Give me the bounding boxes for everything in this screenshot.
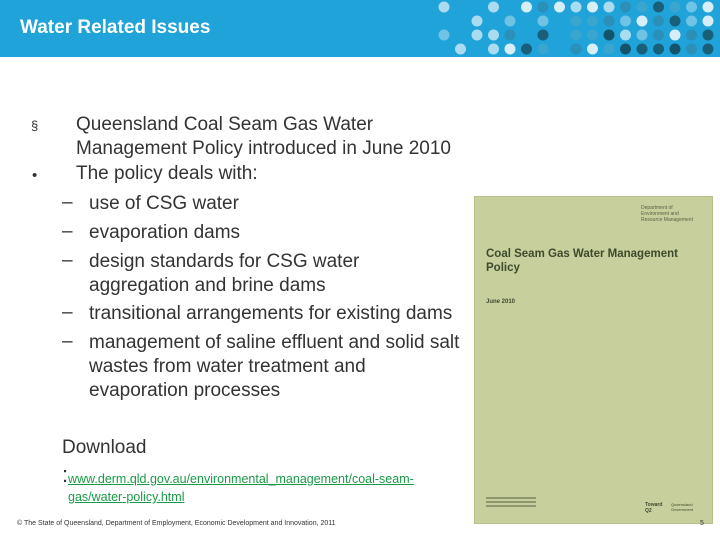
- bullet-text: Management Policy introduced in June 2010: [76, 138, 451, 159]
- sub-bullet-text: design standards for CSG water: [89, 251, 360, 272]
- cover-title: Coal Seam Gas Water Management Policy: [486, 248, 678, 274]
- page-title: Water Related Issues: [20, 17, 211, 38]
- sub-bullet-text: evaporation dams: [89, 222, 241, 243]
- sub-bullet-marker: –: [62, 302, 73, 323]
- decorative-dot: [703, 44, 714, 55]
- decorative-dot: [670, 2, 681, 13]
- decorative-dot: [686, 16, 697, 27]
- decorative-dot: [439, 2, 450, 13]
- decorative-dot: [620, 44, 631, 55]
- sub-bullet-marker: –: [62, 331, 73, 352]
- decorative-dot: [637, 30, 648, 41]
- decorative-dot: [670, 16, 681, 27]
- sub-bullet-text: management of saline effluent and solid salt: [89, 332, 460, 353]
- bullet-text: The policy deals with:: [76, 163, 258, 184]
- decorative-dot: [455, 44, 466, 55]
- download-colon: :: [62, 462, 69, 487]
- sub-bullet-text: use of CSG water: [89, 193, 239, 214]
- decorative-dot: [686, 2, 697, 13]
- decorative-dot: [637, 2, 648, 13]
- decorative-dot: [571, 2, 582, 13]
- sub-bullet-marker: –: [62, 192, 73, 213]
- sub-bullet-text: evaporation processes: [89, 380, 281, 401]
- queensland-government-logo: Queensland Government: [671, 502, 694, 512]
- decorative-dot: [620, 2, 631, 13]
- decorative-dot: [637, 16, 648, 27]
- decorative-dot: [538, 44, 549, 55]
- decorative-dot: [571, 44, 582, 55]
- sub-bullet-text: aggregation and brine dams: [89, 275, 326, 296]
- bullet-marker: •: [32, 167, 38, 184]
- decorative-dot: [604, 44, 615, 55]
- decorative-dot: [703, 2, 714, 13]
- decorative-dot: [587, 2, 598, 13]
- sub-bullet-marker: –: [62, 221, 73, 242]
- decorative-dot: [604, 16, 615, 27]
- download-label: Download: [62, 437, 147, 458]
- decorative-dot: [670, 44, 681, 55]
- decorative-dot: [604, 30, 615, 41]
- bullet-marker: §: [31, 118, 39, 133]
- decorative-dot: [505, 16, 516, 27]
- sub-bullet-marker: –: [62, 250, 73, 271]
- decorative-dot: [703, 30, 714, 41]
- bullet-text: Queensland Coal Seam Gas Water: [76, 114, 374, 135]
- toward-q2-logo: Toward Q2: [645, 502, 663, 514]
- decorative-dot: [653, 2, 664, 13]
- decorative-dot: [620, 16, 631, 27]
- decorative-dot: [686, 30, 697, 41]
- decorative-dot: [488, 44, 499, 55]
- decorative-dot: [505, 30, 516, 41]
- decorative-dot: [604, 2, 615, 13]
- page-number: 5: [700, 520, 704, 527]
- decorative-dot: [686, 44, 697, 55]
- title-bar: [0, 0, 720, 57]
- cover-date: June 2010: [486, 299, 516, 305]
- decorative-dot: [488, 30, 499, 41]
- sub-bullet-text: transitional arrangements for existing dams: [89, 303, 453, 324]
- decorative-dot: [571, 30, 582, 41]
- decorative-dot: [488, 2, 499, 13]
- cover-footer-lines: [486, 497, 536, 511]
- decorative-dot: [521, 2, 532, 13]
- decorative-dot: [653, 30, 664, 41]
- policy-download-link[interactable]: www.derm.qld.gov.au/environmental_management/coal-seam-gas/water-policy.html: [68, 472, 414, 504]
- decorative-dot: [439, 30, 450, 41]
- decorative-dot: [571, 16, 582, 27]
- decorative-dot: [538, 2, 549, 13]
- decorative-dot: [472, 30, 483, 41]
- cover-department: Department of Environment and Resource Management: [641, 205, 693, 223]
- decorative-dot: [472, 16, 483, 27]
- decorative-dot: [505, 44, 516, 55]
- decorative-dot: [670, 30, 681, 41]
- decorative-dot: [538, 16, 549, 27]
- footer-copyright: © The State of Queensland, Department of Employment, Economic Development and Innovation, 2011: [17, 520, 336, 527]
- decorative-dot: [637, 44, 648, 55]
- decorative-dot: [653, 44, 664, 55]
- decorative-dot: [587, 16, 598, 27]
- decorative-dot: [620, 30, 631, 41]
- sub-bullet-text: wastes from water treatment and: [89, 356, 366, 377]
- decorative-dot: [538, 30, 549, 41]
- decorative-dot: [703, 16, 714, 27]
- decorative-dot: [653, 16, 664, 27]
- decorative-dot: [521, 44, 532, 55]
- decorative-dot: [554, 2, 565, 13]
- policy-cover-image: [474, 196, 713, 524]
- decorative-dot: [587, 30, 598, 41]
- decorative-dot: [587, 44, 598, 55]
